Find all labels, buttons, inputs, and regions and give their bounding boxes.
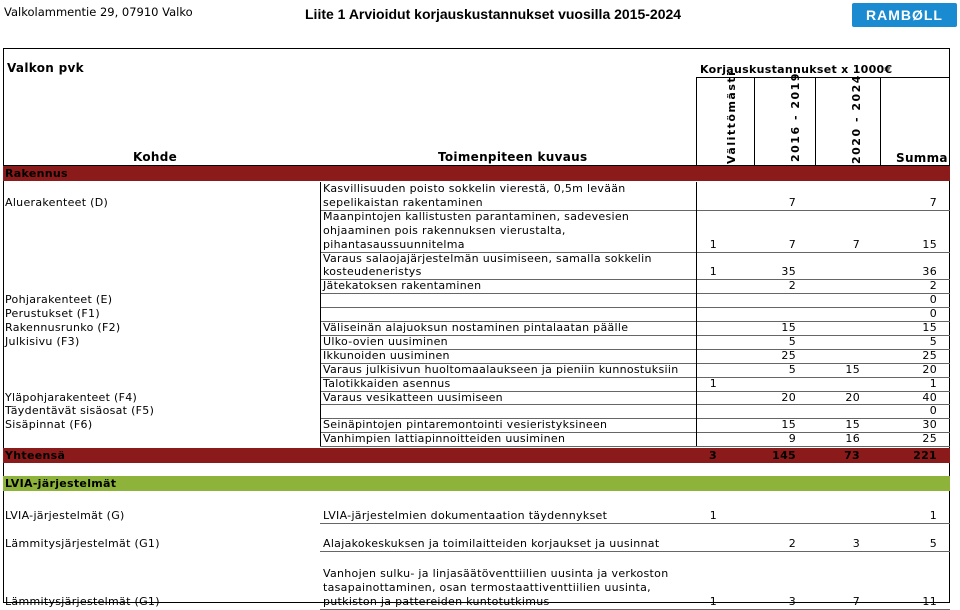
row-2016-2019: 15	[781, 321, 796, 334]
row-description: pihantasaussuunnitelma	[323, 237, 465, 251]
section-band-rakennus	[3, 166, 950, 181]
row-description: Ulko-ovien uusiminen	[323, 334, 448, 348]
row-2020-2024: 15	[845, 362, 860, 376]
row-description: Kasvillisuuden poisto sokkelin vierestä, 0,5m levään	[323, 182, 626, 195]
ramboll-logo: RAMBØLL	[852, 3, 957, 27]
row-sum: 7	[929, 195, 937, 209]
row-divider	[320, 404, 950, 405]
row-sum: 30	[922, 418, 937, 432]
row-sum: 36	[922, 265, 937, 279]
row-2020-2024: 15	[845, 418, 860, 432]
row-immediate: 1	[709, 376, 717, 390]
row-sum: 20	[922, 362, 937, 376]
row-sum: 25	[922, 432, 937, 446]
row-divider	[320, 551, 950, 552]
row-sum: 2	[929, 279, 937, 293]
row-description: sepelikaistan rakentaminen	[323, 195, 483, 209]
row-divider	[320, 523, 950, 524]
row-description: ohjaaminen pois rakennuksen vierustalta,	[323, 223, 566, 237]
row-2016-2019: 2	[788, 536, 796, 550]
row-kohde: Yläpohjarakenteet (F4)	[5, 390, 138, 404]
row-kohde: Rakennusrunko (F2)	[5, 321, 121, 334]
row-sum: 0	[929, 307, 937, 321]
row-divider	[320, 446, 950, 447]
row-2016-2019: 35	[781, 265, 796, 279]
row-sum: 5	[929, 536, 937, 550]
row-2016-2019: 5	[788, 362, 796, 376]
total-sum: 221	[913, 449, 937, 462]
row-kohde: Lämmitysjärjestelmät (G1)	[5, 594, 160, 608]
row-description: LVIA-järjestelmien dokumentaation täydennykset	[323, 509, 608, 522]
row-description: Talotikkaiden asennus	[323, 376, 451, 390]
row-description: Vanhimpien lattiapinnoitteiden uusiminen	[323, 432, 566, 446]
address: Valkolammentie 29, 07910 Valko	[4, 5, 193, 19]
row-2020-2024: 3	[852, 536, 860, 550]
row-sum: 11	[922, 594, 937, 608]
row-description: Alajakokeskuksen ja toimilaitteiden korjaukset ja uusinnat	[323, 536, 660, 550]
total-p2: 73	[844, 449, 860, 462]
row-immediate: 1	[709, 265, 717, 279]
col-2016-2019: 2016 - 2019	[789, 72, 802, 162]
row-sum: 15	[922, 237, 937, 251]
row-immediate: 1	[709, 509, 717, 522]
section-lvia: LVIA-järjestelmät	[5, 477, 117, 490]
row-kohde: Perustukset (F1)	[5, 307, 100, 321]
row-immediate: 1	[709, 594, 717, 608]
column-divider	[320, 182, 321, 446]
row-2020-2024: 7	[852, 594, 860, 608]
col-2020-2024: 2020 - 2024	[850, 74, 863, 164]
total-p1: 145	[772, 449, 796, 462]
row-sum: 25	[922, 348, 937, 362]
section-band-lvia	[3, 476, 950, 491]
section-rakennus: Rakennus	[5, 167, 68, 180]
row-sum: 1	[929, 376, 937, 390]
row-2016-2019: 20	[781, 390, 796, 404]
row-description: Varaus julkisivun huoltomaalaukseen ja pieniin kunnostuksiin	[323, 362, 679, 376]
col-kohde: Kohde	[133, 150, 178, 164]
row-sum: 15	[922, 321, 937, 334]
row-kohde: Julkisivu (F3)	[5, 334, 80, 348]
row-divider	[320, 293, 950, 294]
row-sum: 5	[929, 334, 937, 348]
row-2016-2019: 7	[788, 237, 796, 251]
row-sum: 40	[922, 390, 937, 404]
cost-table	[3, 48, 950, 608]
row-description: tasapainottaminen, osan termostaattiventtiilien uusinta,	[323, 580, 651, 594]
row-2016-2019: 2	[788, 279, 796, 293]
row-2016-2019: 3	[788, 594, 796, 608]
row-kohde: Sisäpinnat (F6)	[5, 418, 93, 432]
row-kohde: Täydentävät sisäosat (F5)	[5, 404, 155, 418]
row-sum: 0	[929, 404, 937, 418]
row-description: Varaus vesikatteen uusimiseen	[323, 390, 503, 404]
row-kohde: Lämmitysjärjestelmät (G1)	[5, 536, 160, 550]
row-description: Ikkunoiden uusiminen	[323, 348, 450, 362]
row-sum: 0	[929, 293, 937, 307]
row-2016-2019: 5	[788, 334, 796, 348]
row-description: Vanhojen sulku- ja linjasäätöventtiilien uusinta ja verkoston	[323, 566, 669, 580]
total-label: Yhteensä	[5, 449, 66, 462]
row-2020-2024: 20	[845, 390, 860, 404]
row-sum: 1	[929, 509, 937, 522]
row-2020-2024: 7	[852, 237, 860, 251]
row-2016-2019: 15	[781, 418, 796, 432]
row-description: Varaus salaojajärjestelmän uusimiseen, samalla sokkelin	[323, 251, 652, 265]
row-description: kosteudeneristys	[323, 265, 422, 279]
row-2020-2024: 16	[845, 432, 860, 446]
col-immediate: Välittömästi	[725, 70, 738, 164]
row-divider	[320, 307, 950, 308]
row-2016-2019: 25	[781, 348, 796, 362]
row-divider	[320, 609, 950, 610]
section-band-yhteensa	[3, 448, 950, 463]
col-toimenpide: Toimenpiteen kuvaus	[438, 150, 588, 164]
row-description: Jätekatoksen rakentaminen	[323, 279, 482, 293]
row-description: Maanpintojen kallistusten parantaminen, sadevesien	[323, 209, 630, 223]
row-kohde: Aluerakenteet (D)	[5, 195, 109, 209]
total-immediate: 3	[709, 449, 717, 462]
row-2016-2019: 7	[788, 195, 796, 209]
cost-unit-label: Korjauskustannukset x 1000€	[700, 63, 893, 76]
row-immediate: 1	[709, 237, 717, 251]
row-description: Seinäpintojen pintaremontointi vesieristyksineen	[323, 418, 608, 432]
building-name: Valkon pvk	[7, 61, 84, 75]
row-2016-2019: 9	[788, 432, 796, 446]
row-description: Väliseinän alajuoksun nostaminen pintalaatan päälle	[323, 321, 629, 334]
column-divider	[696, 182, 697, 446]
page-title: Liite 1 Arvioidut korjauskustannukset vuosilla 2015-2024	[305, 6, 682, 22]
row-kohde: Pohjarakenteet (E)	[5, 293, 113, 307]
col-summa: Summa	[896, 151, 948, 165]
row-kohde: LVIA-järjestelmät (G)	[5, 509, 125, 522]
row-description: putkiston ja pattereiden kuntotutkimus	[323, 594, 550, 608]
